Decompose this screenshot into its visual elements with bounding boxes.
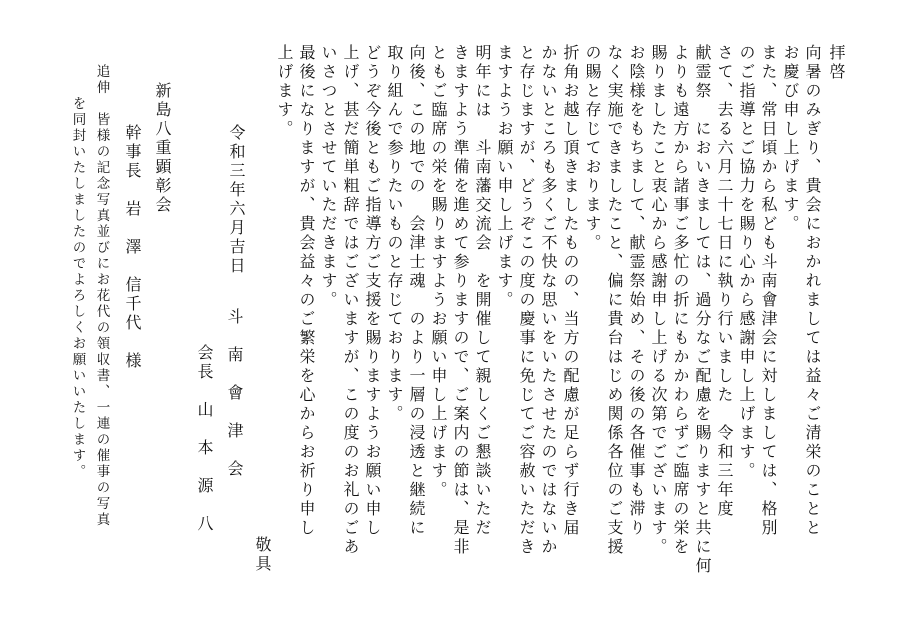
body-line: ともご臨席の栄を賜りますようお願い申し上げます。 xyxy=(429,44,448,500)
body-line: また、常日頃から私ども斗南會津会に対しましては、格別 xyxy=(759,44,778,538)
body-line: 明年には 斗南藩交流会 を開催して親しくご懇談いただ xyxy=(473,44,492,538)
body-line: 向後、この地での 会津士魂 のより一層の浸透と継続に xyxy=(407,44,426,538)
postscript-line-2: を同封いたしましたのでよろしくお願いいたします。 xyxy=(69,96,86,480)
sender-name: 会長 山 本 源 八 xyxy=(195,344,214,534)
letter-date: 令和三年六月吉日 xyxy=(227,124,246,276)
body-line: どうぞ今後ともご指導方ご支援を賜りますようお願い申し xyxy=(363,44,382,538)
body-line: 折角お越し頂きましたものの、当方の配慮が足らず行き届 xyxy=(561,44,580,538)
sender-organization: 斗 南 會 津 会 xyxy=(225,308,244,479)
body-line: 上げます。 xyxy=(275,44,294,139)
body-line: いさつとさせていただきます。 xyxy=(319,44,338,310)
opening-word: 拝啓 xyxy=(827,44,846,82)
body-line: お陰様をもちまして、献霊祭始め、その後の各催事も滞り xyxy=(627,44,646,538)
body-line: よりも遠方から諸事ご多忙の折にもかかわらずご臨席の栄を xyxy=(671,44,690,557)
recipient-name: 幹事長 岩 澤 信千代 様 xyxy=(123,124,142,371)
body-line: さて、去る六月二十七日に執り行いました 令和三年度 xyxy=(715,44,734,519)
recipient-organization: 新島八重顕彰会 xyxy=(153,82,172,215)
postscript-line-1: 追伸 皆様の記念写真並びにお花代の領収書、一連の催事の写真 xyxy=(93,64,110,528)
closing-word: 敬具 xyxy=(253,536,272,574)
body-line: 向暑のみぎり、貴会におかれましては益々ご清栄のことと xyxy=(803,44,822,538)
body-line: の賜と存じております。 xyxy=(583,44,602,253)
body-line: 献霊祭 においきましては、過分なご配慮を賜りますと共に何 xyxy=(693,44,712,576)
body-line: 最後になりますが、貴会益々のご繁栄を心からお祈り申し xyxy=(297,44,316,538)
body-line: ますようお願い申し上げます。 xyxy=(495,44,514,310)
body-line: きますよう準備を進めて参りますので、ご案内の節は、是非 xyxy=(451,44,470,557)
body-line: お慶び申し上げます。 xyxy=(781,44,800,234)
body-line: のご指導とご協力を賜り心から感謝申し上げます。 xyxy=(737,44,756,481)
body-line: 取り組んで参りたいものと存じております。 xyxy=(385,44,404,424)
body-line: なく実施できましたこと、偏に貴台はじめ関係各位のご支援 xyxy=(605,44,624,557)
body-line: 上げ、甚だ簡単粗辞ではございますが、この度のお礼のごあ xyxy=(341,44,360,557)
body-line: 賜りましたこと衷心から感謝申し上げる次第でございます。 xyxy=(649,44,668,557)
body-line: と存じますが、どうぞこの度の慶事に免じてご容赦いただき xyxy=(517,44,536,557)
body-line: かないところも多くご不快な思いをいたさせたのではないか xyxy=(539,44,558,557)
